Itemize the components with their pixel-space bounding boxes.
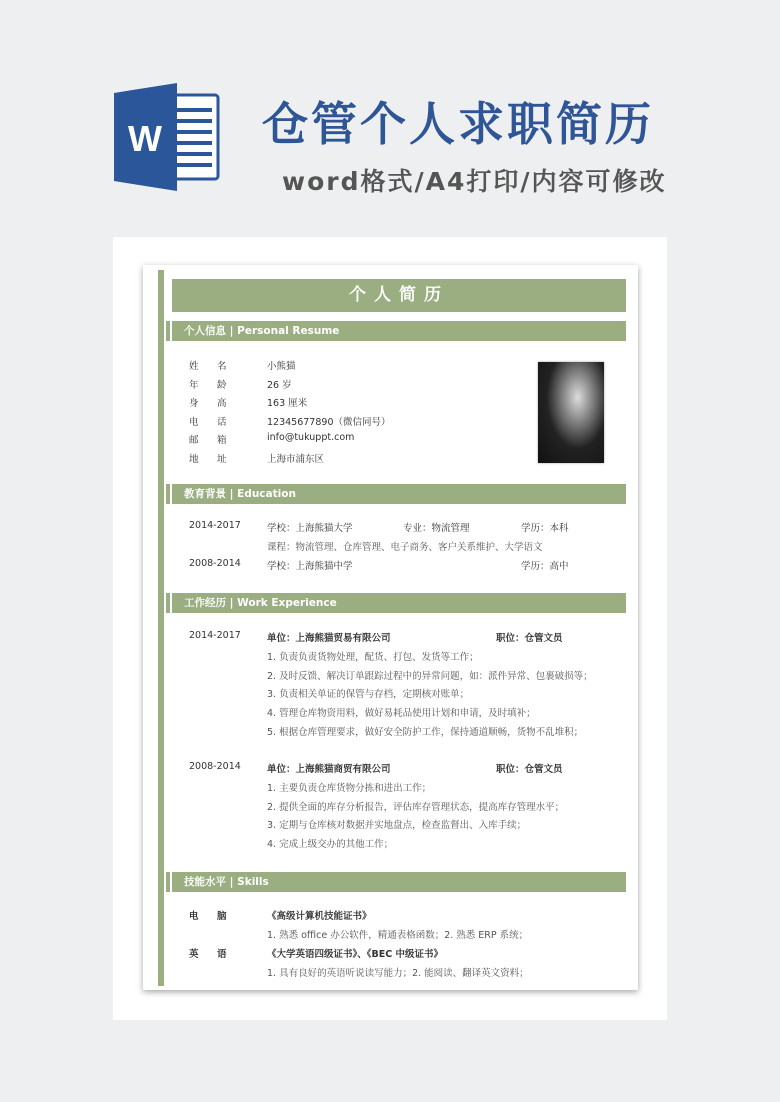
section-tab bbox=[166, 484, 170, 504]
work-position: 职位：仓管文员 bbox=[496, 764, 563, 775]
page-subtitle: word格式/A4打印/内容可修改 bbox=[282, 167, 667, 196]
info-value: 12345677890（微信同号） bbox=[267, 416, 391, 428]
section-tab bbox=[166, 872, 170, 892]
section-personal: 个人信息 | Personal Resume bbox=[172, 321, 626, 341]
resume-title: 个人简历 bbox=[172, 279, 626, 312]
work-company: 单位：上海熊猫贸易有限公司 bbox=[267, 633, 391, 644]
work-duty: 3. 定期与仓库核对数据并实地盘点，检查监督出、入库手续； bbox=[267, 820, 527, 832]
work-position: 职位：仓管文员 bbox=[496, 633, 563, 644]
info-value: 上海市浦东区 bbox=[267, 454, 325, 465]
work-company: 单位：上海熊猫商贸有限公司 bbox=[267, 764, 391, 775]
left-accent-bar bbox=[158, 270, 164, 986]
edu-period: 2008-2014 bbox=[189, 558, 241, 569]
info-label: 邮 bbox=[189, 435, 199, 447]
work-duty: 3. 负责相关单证的保管与存档，定期核对账单； bbox=[267, 689, 470, 701]
info-label: 姓 bbox=[189, 361, 199, 372]
word-icon bbox=[114, 83, 220, 191]
profile-photo bbox=[538, 362, 604, 463]
info-label: 年 bbox=[189, 379, 199, 391]
svg-text:W: W bbox=[128, 118, 162, 159]
edu-degree: 学历：本科 bbox=[521, 523, 569, 534]
info-label: 址 bbox=[217, 454, 227, 465]
work-duty: 2. 提供全面的库存分析报告，评估库存管理状态，提高库存管理水平； bbox=[267, 801, 565, 813]
skill-label: 电 bbox=[189, 911, 199, 922]
skill-detail: 1. 熟悉 office 办公软件，精通表格函数；2. 熟悉 ERP 系统； bbox=[267, 930, 529, 941]
edu-degree: 学历：高中 bbox=[521, 561, 569, 572]
section-work: 工作经历 | Work Experience bbox=[172, 593, 626, 613]
work-period: 2014-2017 bbox=[189, 630, 241, 641]
info-label: 身 bbox=[189, 398, 199, 410]
info-value: 163 厘米 bbox=[267, 398, 308, 410]
page-title: 仓管个人求职简历 bbox=[262, 97, 654, 151]
info-label: 电 bbox=[189, 416, 199, 428]
info-label: 名 bbox=[217, 361, 227, 372]
edu-courses: 课程：物流管理、仓库管理、电子商务、客户关系维护、大学语文 bbox=[267, 542, 543, 553]
info-label: 箱 bbox=[217, 435, 227, 447]
work-duty: 5. 根据仓库管理要求，做好安全防护工作，保持通道顺畅，货物不乱堆积； bbox=[267, 726, 584, 738]
work-duty: 2. 及时反馈、解决订单跟踪过程中的异常问题，如：派件异常、包裹破损等； bbox=[267, 670, 593, 682]
skill-cert: 《高级计算机技能证书》 bbox=[267, 911, 372, 922]
work-duty: 4. 管理仓库物资用料，做好易耗品使用计划和申请，及时填补； bbox=[267, 708, 536, 720]
info-value: info@tukuppt.com bbox=[267, 432, 355, 444]
info-label: 龄 bbox=[217, 379, 227, 391]
work-duty: 1. 主要负责仓库货物分拣和进出工作； bbox=[267, 783, 432, 794]
work-period: 2008-2014 bbox=[189, 761, 241, 772]
skill-label: 英 bbox=[189, 948, 199, 960]
edu-school: 学校：上海熊猫大学 bbox=[267, 523, 353, 534]
skill-detail: 1. 具有良好的英语听说读写能力；2. 能阅读、翻译英文资料； bbox=[267, 967, 529, 979]
work-duty: 1. 负责负责货物处理，配货、打包、发货等工作； bbox=[267, 652, 479, 663]
info-label: 地 bbox=[189, 454, 199, 465]
work-duty: 4. 完成上级交办的其他工作； bbox=[267, 839, 394, 851]
info-label: 话 bbox=[217, 416, 227, 428]
skill-cert: 《大学英语四级证书》、《BEC 中级证书》 bbox=[267, 948, 444, 960]
edu-school: 学校：上海熊猫中学 bbox=[267, 561, 353, 572]
section-tab bbox=[166, 593, 170, 613]
section-education: 教育背景 | Education bbox=[172, 484, 626, 504]
skill-label: 语 bbox=[217, 948, 227, 960]
info-value: 小熊猫 bbox=[267, 361, 296, 372]
skill-label: 脑 bbox=[217, 911, 227, 922]
info-label: 高 bbox=[217, 398, 227, 410]
edu-major: 专业：物流管理 bbox=[403, 523, 470, 534]
info-value: 26 岁 bbox=[267, 379, 292, 391]
edu-period: 2014-2017 bbox=[189, 520, 241, 531]
section-skills: 技能水平 | Skills bbox=[172, 872, 626, 892]
section-tab bbox=[166, 321, 170, 341]
